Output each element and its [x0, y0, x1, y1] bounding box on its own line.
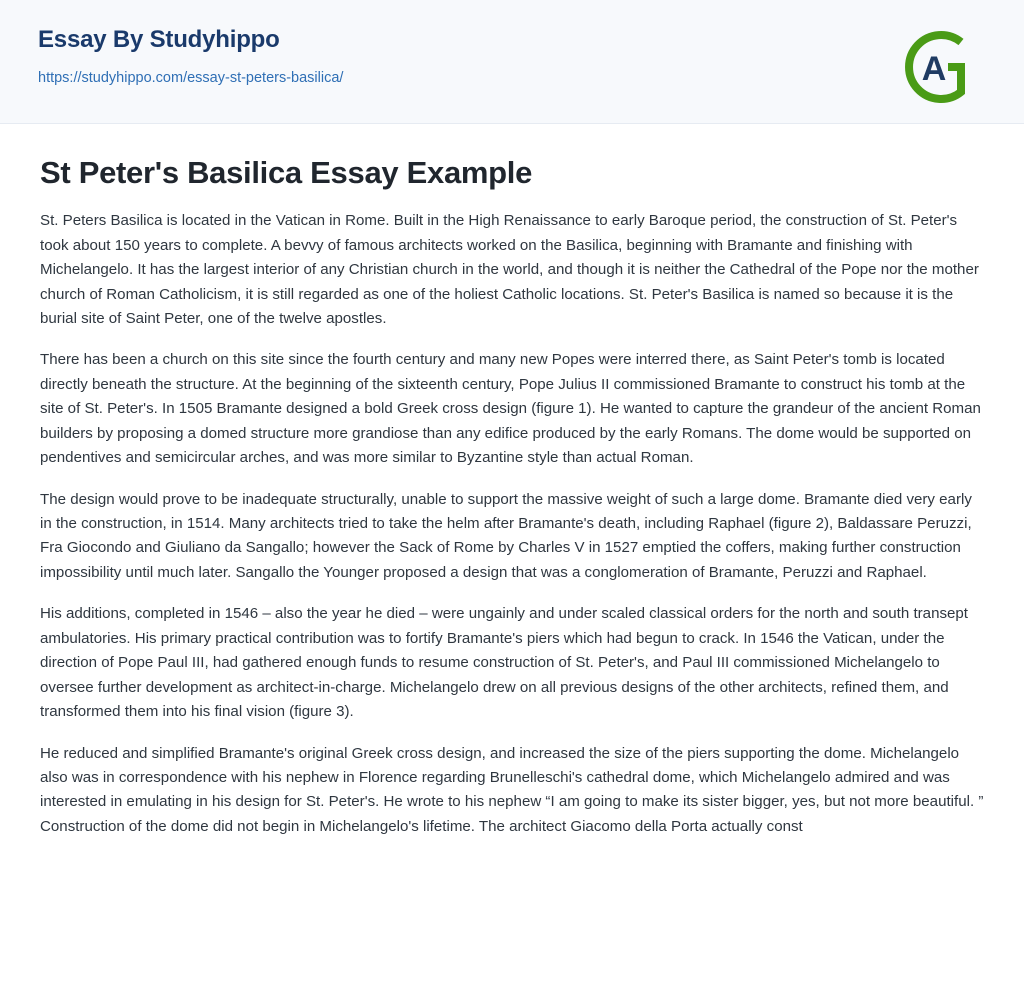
site-header: [0, 0, 1024, 124]
paragraph-4: His additions, completed in 1546 – also the year he died – were ungainly and under scaled classical orders for the north and south transept ambulatories. His primary practical contribution was to fortify Bramante's piers which had begun to crack. In 1546 the Vatican, under the direction of Pope Paul III, had gathered enough funds to resume construction of St. Peter's, and Paul III commissioned Michelangelo to oversee further development as architect-in-charge. Michelangelo drew on all previous designs of the other architects, refined them, and transformed them into his final vision (figure 3).: [40, 605, 968, 721]
brand-block: [38, 26, 343, 86]
paragraph-1: St. Peters Basilica is located in the Vatican in Rome. Built in the High Renaissance to early Baroque period, the construction of St. Peter's took about 150 years to complete. A bevvy of famous architects worked on the Basilica, beginning with Bramante and finishing with Michelangelo. It has the largest interior of any Christian church in the world, and though it is neither the Cathedral of the Pope nor the mother church of Roman Catholicism, it is still regarded as one of the holiest Catholic locations. St. Peter's Basilica is named so because it is the burial site of Saint Peter, one of the twelve apostles.: [40, 212, 979, 327]
paragraph-3: The design would prove to be inadequate structurally, unable to support the massive weight of such a large dome. Bramante died very early in the construction, in 1514. Many architects tried to take the helm after Bramante's death, including Raphael (figure 2), Baldassare Peruzzi, Fra Giocondo and Giuliano da Sangallo; however the Sack of Rome by Charles V in 1527 emptied the coffers, making further construction impossibility until much later. Sangallo the Younger proposed a design that was a conglomeration of Bramante, Peruzzi and Raphael.: [40, 490, 972, 581]
studyhippo-logo-icon[interactable]: [898, 28, 976, 106]
page-title: St Peter's Basilica Essay Example: [40, 155, 533, 190]
brand-prefix: Essay By: [38, 26, 144, 53]
svg-text:A: A: [921, 50, 947, 88]
brand-name: Studyhippo: [149, 26, 280, 53]
source-url-link[interactable]: https://studyhippo.com/essay-st-peters-basilica/: [38, 69, 344, 86]
article-content: [0, 124, 1024, 987]
paragraph-2: There has been a church on this site since the fourth century and many new Popes were interred there, as Saint Peter's tomb is located directly beneath the structure. At the beginning of the sixteenth century, Pope Julius II commissioned Bramante to construct his tomb at the site of St. Peter's. In 1505 Bramante designed a bold Greek cross design (figure 1). He wanted to capture the grandeur of the ancient Roman builders by proposing a domed structure more grandiose than any edifice produced by the early Romans. The dome would be supported on pendentives and semicircular arches, and was more similar to Byzantine style than actual Roman.: [40, 351, 981, 467]
paragraph-5: He reduced and simplified Bramante's original Greek cross design, and increased the size of the piers supporting the dome. Michelangelo also was in correspondence with his nephew in Florence regarding Brunelleschi's cathedral dome, which Michelangelo admired and was interested in emulating in his design for St. Peter's. He wrote to his nephew “I am going to make its sister bigger, yes, but not more beautiful. ” Construction of the dome did not begin in Michelangelo's lifetime. The architect Giacomo della Porta actually const: [40, 744, 984, 835]
brand-title: [38, 26, 343, 54]
